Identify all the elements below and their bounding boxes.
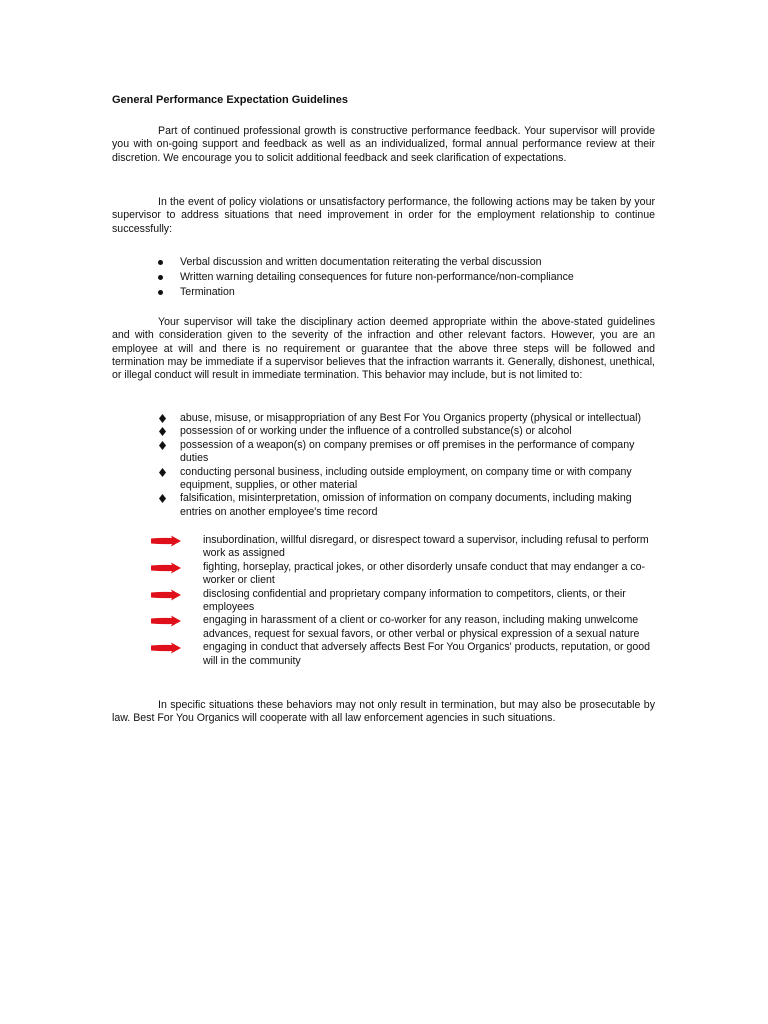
action-item — [158, 285, 658, 300]
diamond-bullet-icon — [159, 442, 166, 449]
conduct-item — [150, 561, 660, 588]
diamond-bullet-icon — [159, 495, 166, 502]
action-item — [158, 255, 658, 270]
bullet-dot-icon — [158, 290, 163, 295]
conduct-item — [150, 614, 660, 641]
action-list — [158, 255, 658, 300]
red-arrow-icon — [150, 535, 182, 547]
paragraph-policy-violations: In the event of policy violations or unsatisfactory performance, the following actions may be taken by your supervisor to address situations that need improvement in order for the employment relationship to continue successfully: — [112, 196, 655, 235]
conduct-item-text: insubordination, willful disregard, or disrespect toward a supervisor, including refusal to perform work as assigned — [203, 534, 649, 560]
action-item-text: Verbal discussion and written documentation reiterating the verbal discussion — [180, 256, 542, 268]
conduct-item-text: abuse, misuse, or misappropriation of any Best For You Organics property (physical or intellectual) — [180, 412, 642, 424]
conduct-list-arrow — [150, 534, 660, 668]
conduct-item-text: possession of a weapon(s) on company premises or off premises in the performance of company duties — [180, 438, 635, 465]
diamond-bullet-icon — [159, 415, 166, 422]
conduct-item — [150, 534, 660, 561]
action-item-text: Termination — [180, 286, 235, 298]
document-title: General Performance Expectation Guidelines — [112, 94, 348, 106]
conduct-item-text: disclosing confidential and proprietary company information to competitors, clients, or their employees — [203, 587, 626, 614]
action-item — [158, 270, 658, 285]
paragraph-feedback: Part of continued professional growth is constructive performance feedback. Your supervisor will provide you with on-going support and feedback as well as an individualized, formal annual performance review at their discretion. We encourage you to solicit additional feedback and seek clarification of expectations. — [112, 125, 655, 164]
diamond-bullet-icon — [159, 428, 166, 435]
conduct-item-text: possession of or working under the influence of a controlled substance(s) or alcohol — [180, 425, 572, 438]
conduct-item-text: engaging in conduct that adversely affects Best For You Organics' products, reputation, or good will in the community — [203, 641, 651, 667]
red-arrow-icon — [150, 615, 182, 627]
bullet-dot-icon — [158, 260, 163, 265]
conduct-item-text: falsification, misinterpretation, omission of information on company documents, including making entries on another employee's time record — [180, 492, 632, 518]
conduct-item — [158, 425, 648, 438]
conduct-item — [150, 641, 660, 668]
conduct-item-text: engaging in harassment of a client or co-worker for any reason, including making unwelcome advances, request for sexual favors, or other verbal or physical expression of a sexual nature — [203, 614, 640, 640]
red-arrow-icon — [150, 562, 182, 574]
red-arrow-icon — [150, 589, 182, 601]
paragraph-law-enforcement: In specific situations these behaviors may not only result in termination, but may also be prosecutable by law. Best For You Organics will cooperate with all law enforcement agencies in such situations. — [112, 699, 655, 725]
diamond-bullet-icon — [159, 469, 166, 476]
conduct-list-diamond — [158, 412, 648, 519]
conduct-item-text: fighting, horseplay, practical jokes, or other disorderly unsafe conduct that may endanger a co-worker or client — [203, 560, 646, 587]
conduct-item — [158, 466, 648, 493]
action-item-text: Written warning detailing consequences for future non-performance/non-compliance — [180, 271, 574, 283]
paragraph-disciplinary-action: Your supervisor will take the disciplinary action deemed appropriate within the above-stated guidelines and with consideration given to the severity of the infraction and other relevant factors. However, you are an employee at will and there is no requirement or guarantee that the above three steps will be followed and termination may be immediate if a supervisor believes that the infraction warrants it. Generally, dishonest, unethical, or illegal conduct will result in immediate termination. This behavior may include, but is not limited to: — [112, 316, 655, 382]
conduct-item — [150, 588, 660, 615]
conduct-item — [158, 412, 648, 425]
conduct-item — [158, 492, 648, 519]
conduct-item — [158, 439, 648, 466]
conduct-item-text: conducting personal business, including outside employment, on company time or with company equipment, supplies, or other material — [180, 465, 632, 492]
bullet-dot-icon — [158, 275, 163, 280]
red-arrow-icon — [150, 642, 182, 654]
